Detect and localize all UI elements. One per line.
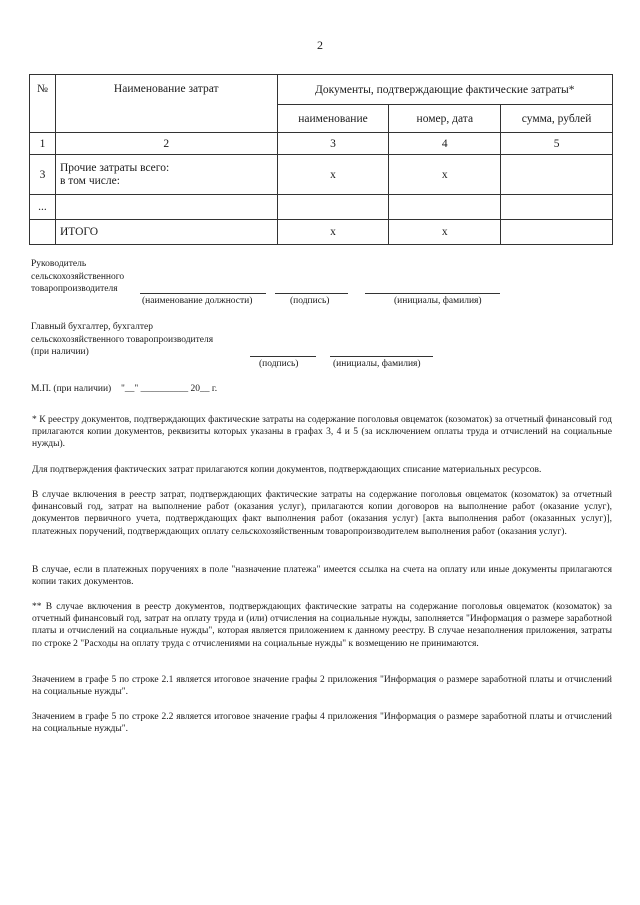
note-works-services: В случае включения в реестр затрат, подтверждающих фактические затраты на содержание поголовья овцематок (козоматок) за отчетный финансовый год, затрат на выполнение работ (оказания услуг), прилагаются копии договоров на выполнение работ (оказание услуг), документов первичного учета, подтверждающих факт выполнения работ (оказания услуг) [акта выполнения работ (оказанных услуг)], платежных поручений, подтверждающих оплату сельскохозяйственным товаропроизводителем выполнения работ (оказания услуг). xyxy=(32,490,612,537)
table-row-total xyxy=(30,220,613,245)
note-materials: Для подтверждения фактических затрат прилагаются копии документов, подтверждающих списание материальных ресурсов. xyxy=(32,465,542,475)
header-num: № xyxy=(30,75,56,133)
table-row xyxy=(30,195,613,220)
accountant-signature-line xyxy=(250,356,316,357)
index-cell: 4 xyxy=(389,133,501,155)
index-cell: 2 xyxy=(55,133,277,155)
row-doc-number-date xyxy=(389,195,501,220)
header-sum: сумма, рублей xyxy=(501,105,613,133)
head-position-caption: (наименование должности) xyxy=(142,296,253,306)
header-docs: Документы, подтверждающие фактические затраты* xyxy=(277,75,612,105)
accountant-name-line xyxy=(330,356,433,357)
row-name: Прочие затраты всего: в том числе: xyxy=(55,155,277,195)
head-signature-caption: (подпись) xyxy=(290,296,330,306)
note-labor-costs: ** В случае включения в реестр документов, подтверждающих фактические затраты на содержание поголовья овцематок (козоматок) за отчетный финансовый год, затрат на оплату труда и (или) отчисления на социальные нужды, заполняется "Информация о размере заработной платы и отчислений на социальные нужды", которая является приложением к данному реестру. В случае незаполнения приложения, затраты по строке 2 "Расходы на оплату труда с отчислениями на социальные нужды" к возмещению не принимаются. xyxy=(32,602,612,649)
row-doc-name xyxy=(277,195,389,220)
head-name-caption: (инициалы, фамилия) xyxy=(394,296,482,306)
accountant-signature-caption: (подпись) xyxy=(259,359,299,369)
table-row xyxy=(30,155,613,195)
head-signature-label: Руководитель сельскохозяйственного товаропроизводителя xyxy=(31,259,125,294)
accountant-signature-label: Главный бухгалтер, бухгалтер сельскохозяйственного товаропроизводителя (при наличии) xyxy=(31,322,214,357)
index-cell: 5 xyxy=(501,133,613,155)
costs-table xyxy=(29,74,613,245)
note-payment-orders: В случае, если в платежных поручениях в поле "назначение платежа" имеется ссылка на счета на оплату или иные документы прилагаются копии таких документов. xyxy=(32,565,612,588)
index-cell: 3 xyxy=(277,133,389,155)
row-doc-name: х xyxy=(277,220,389,245)
row-num: ... xyxy=(30,195,56,220)
head-name-line xyxy=(365,293,500,294)
table-index-row xyxy=(30,133,613,155)
header-name: Наименование затрат xyxy=(55,75,277,133)
row-doc-name: х xyxy=(277,155,389,195)
note-column5-row2-2: Значением в графе 5 по строке 2.2 является итоговое значение графы 4 приложения "Информация о размере заработной платы и отчислений на социальные нужды". xyxy=(32,712,612,735)
header-doc-number-date: номер, дата xyxy=(389,105,501,133)
accountant-name-caption: (инициалы, фамилия) xyxy=(333,359,421,369)
row-sum xyxy=(501,195,613,220)
row-sum xyxy=(501,220,613,245)
row-name xyxy=(55,195,277,220)
page-number: 2 xyxy=(317,38,323,52)
head-position-line xyxy=(140,293,266,294)
note-attachments: * К реестру документов, подтверждающих фактические затраты на содержание поголовья овцематок (козоматок) за отчетный финансовый год прилагаются копии документов, реквизиты которых указаны в графах 3, 4 и 5 (за исключением оплаты труда и отчислений на социальные нужды). xyxy=(32,415,612,450)
header-doc-name: наименование xyxy=(277,105,389,133)
index-cell: 1 xyxy=(30,133,56,155)
stamp-label: М.П. (при наличии) xyxy=(31,384,112,394)
row-doc-number-date: х xyxy=(389,155,501,195)
note-column5-row2-1: Значением в графе 5 по строке 2.1 является итоговое значение графы 2 приложения "Информация о размере заработной платы и отчислений на социальные нужды". xyxy=(32,675,612,698)
table-header-row xyxy=(30,75,613,105)
row-num: 3 xyxy=(30,155,56,195)
head-signature-line xyxy=(275,293,348,294)
row-doc-number-date: х xyxy=(389,220,501,245)
row-sum xyxy=(501,155,613,195)
row-num xyxy=(30,220,56,245)
row-name: ИТОГО xyxy=(55,220,277,245)
stamp-date: "__" __________ 20__ г. xyxy=(121,384,218,394)
